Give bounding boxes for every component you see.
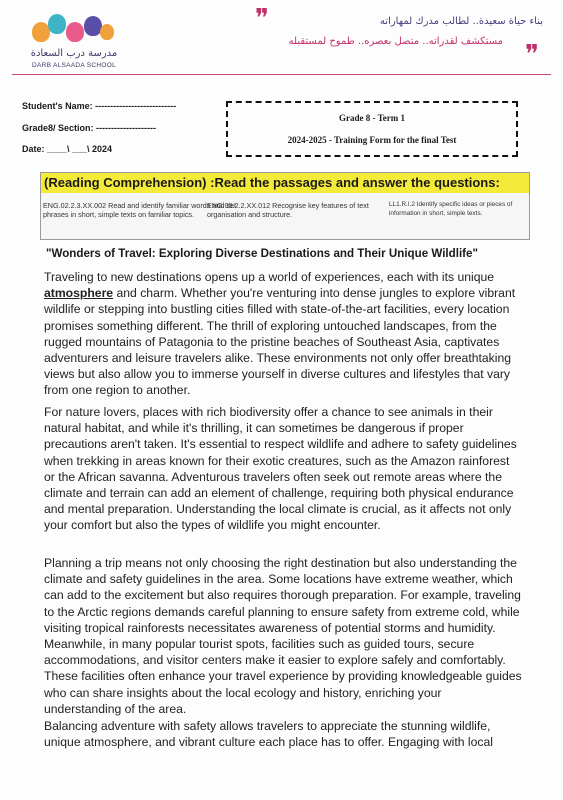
paragraph-text: Traveling to new destinations opens up a world of experiences, each with its unique [44, 270, 495, 284]
logo-english-name: DARB ALSAADA SCHOOL [31, 62, 117, 69]
reading-comprehension-title: (Reading Comprehension) :Read the passages and answer the questions: [41, 173, 529, 193]
date-field: Date: ____\ ___\ 2024 [22, 144, 113, 154]
article-paragraph: Planning a trip means not only choosing the right destination but also understanding the climate and safety guidelines in the area. Some locations have extreme weather, which can add to the excitement but also requires thorough preparation. For example, traveling to the Arctic regions demands careful planning to ensure safety from extreme cold, while visiting tropical rainforests necessitates awareness of potential storms and humidity. Meanwhile, in many popular tourist spots, facilities such as guided tours, secure accommodations, and visitor centers make it easier to explore safely and comfortably. These facilities often enhance your travel experience by providing knowledgeable guides who can share insights about the local ecology and history, enriching your understanding of the area. [44, 556, 522, 716]
grade-term-box [226, 101, 518, 157]
school-slogan-line1: بناء حياة سعيدة.. لطالب مدرك لمهاراته [379, 16, 543, 27]
student-name-field: Student's Name: --------------------------- [22, 101, 177, 111]
logo-arabic-name: مدرسة درب السعادة [30, 48, 118, 59]
grade-term-label: Grade 8 - Term 1 [339, 113, 405, 123]
school-logo [24, 10, 124, 70]
paragraph-text: and charm. Whether you're venturing into dense jungles to explore vibrant wildlife or stepping into bustling cities filled with state-of-the-art facilities, every location promises something different. The thrill of exploring untouched landscapes, from the rugged mountains of Patagonia to the pristine beaches of Southeast Asia, captivates adventurers and leisure travelers alike. These environments not only offer breathtaking views but also allow you to immerse yourself in diverse cultures and lifestyles that vary from one region to another. [44, 286, 516, 398]
article-paragraph [44, 269, 522, 399]
training-form-label: 2024-2025 - Training Form for the final Test [287, 135, 457, 145]
reading-comprehension-box [40, 172, 530, 240]
school-slogan-line2: مستكشف لقدراته.. متصل بعصره.. طموح لمستقبله [288, 36, 503, 47]
learning-standard: ENG.05.2.2.XX.012 Recognise key features of text organisation and structure. [207, 201, 369, 219]
quote-mark-right-icon: ❞ [525, 40, 539, 70]
header-divider [12, 74, 551, 75]
article-paragraph: Balancing adventure with safety allows travelers to appreciate the stunning wildlife, unique atmosphere, and vibrant culture each place has to offer. Engaging with local [44, 719, 493, 750]
article-heading: "Wonders of Travel: Exploring Diverse Destinations and Their Unique Wildlife" [46, 247, 478, 260]
learning-standard: ENG.02.2.3.XX.002 Read and identify familiar words and set phrases in short, simple texts on familiar topics. [43, 201, 236, 219]
learning-standard: LL1.R.I.2 Identify specific ideas or pieces of information in short, simple texts. [389, 201, 513, 217]
logo-blobs [32, 14, 118, 46]
keyword-highlight: atmosphere [44, 286, 114, 301]
grade-section-field: Grade8/ Section: -------------------- [22, 123, 156, 133]
quote-mark-left-icon: ❞ [255, 4, 269, 34]
article-paragraph: For nature lovers, places with rich biodiversity offer a chance to see animals in their natural habitat, and while it's thrilling, it can sometimes be dangerous if proper precautions aren't taken. It's essential to respect wildlife and adhere to safety guidelines when trekking in areas known for their exotic creatures, such as the Amazon rainforest or the African savanna. Adventurous travelers often seek out remote areas where the climate and terrain can add an element of challenge, requiring both physical endurance and mental preparation. Understanding the local climate is crucial, as it affects not only your comfort but also the types of wildlife you might encounter. [44, 405, 517, 533]
